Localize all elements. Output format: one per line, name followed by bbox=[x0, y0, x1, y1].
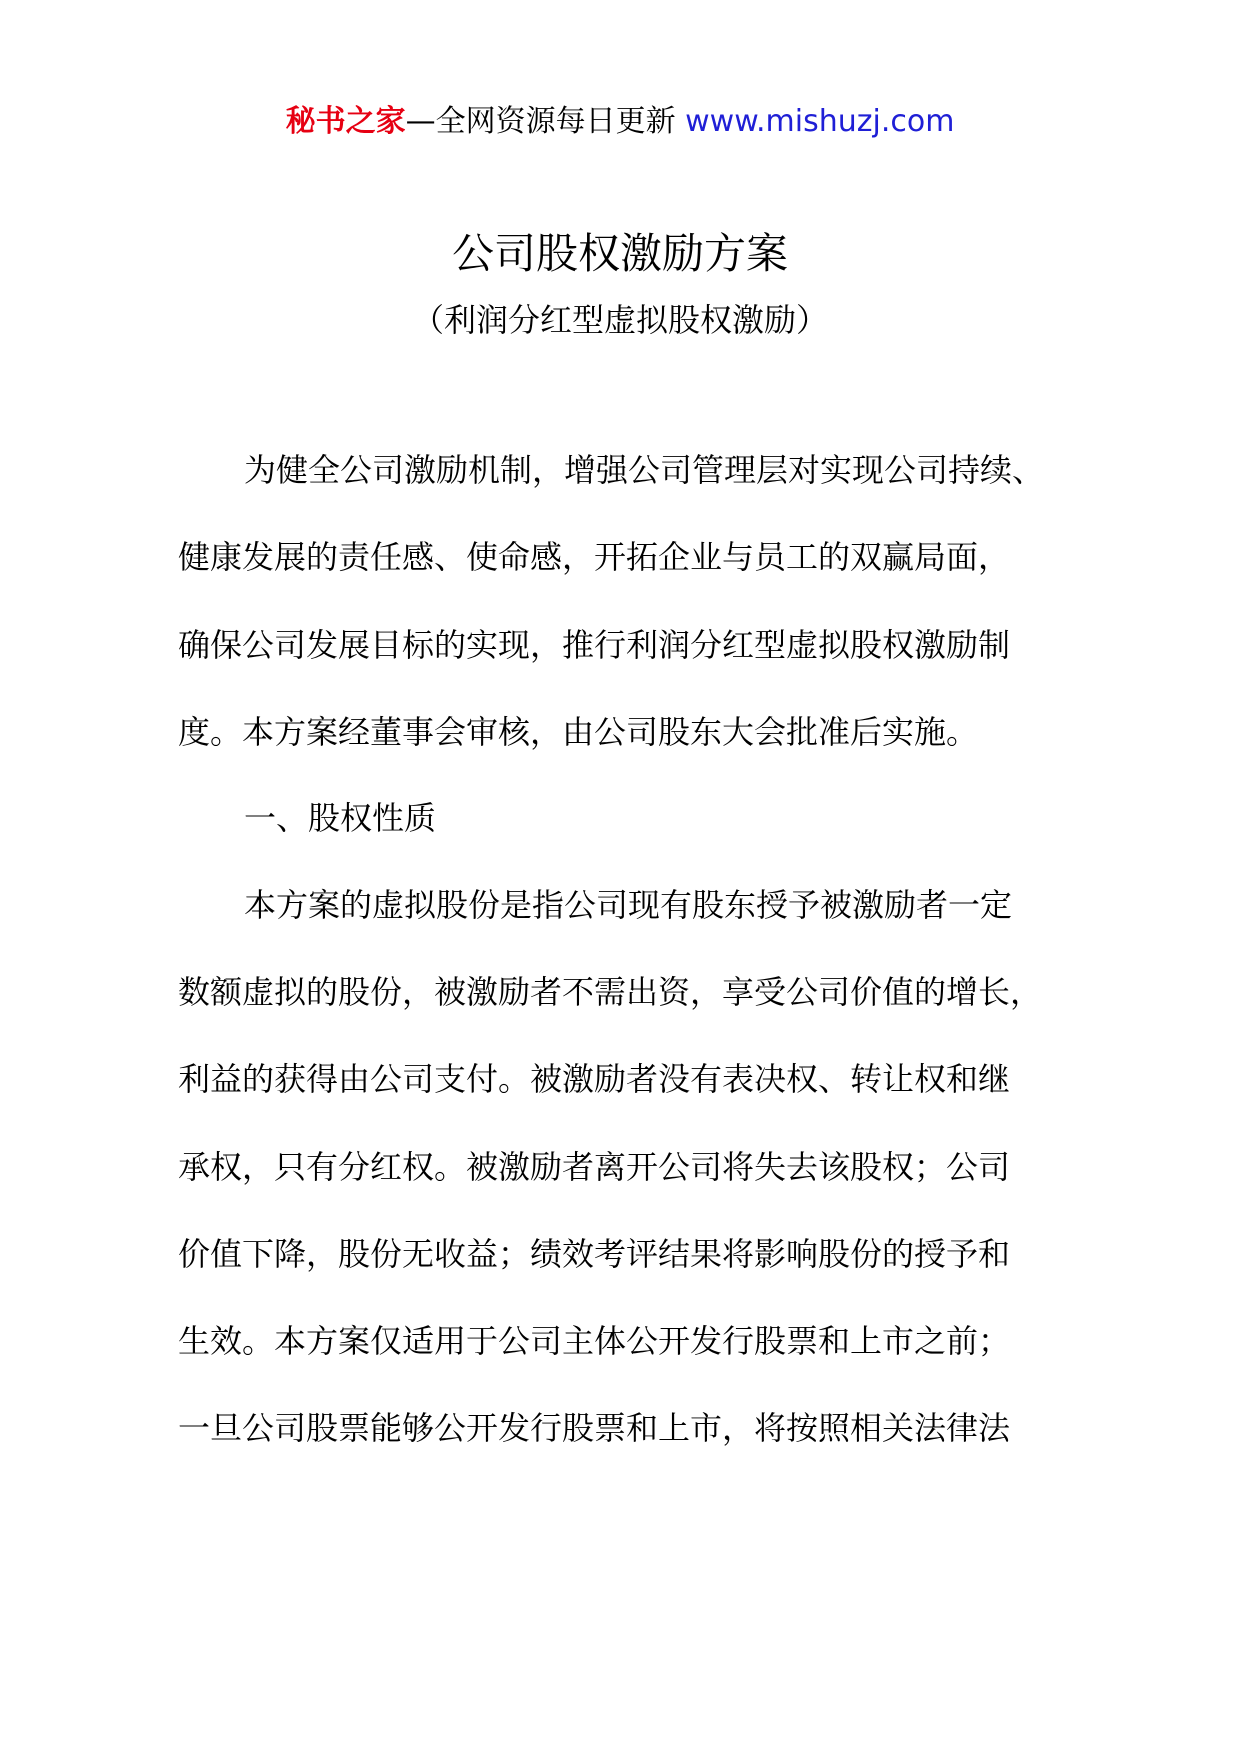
document-subtitle: （利润分红型虚拟股权激励） bbox=[411, 301, 828, 339]
paragraph-1-line-3: 确保公司发展目标的实现，推行利润分红型虚拟股权激励制 bbox=[178, 626, 1011, 664]
paragraph-2-line-5: 价值下降，股份无收益；绩效考评结果将影响股份的授予和 bbox=[178, 1235, 1011, 1273]
paragraph-2-line-3: 利益的获得由公司支付。被激励者没有表决权、转让权和继 bbox=[178, 1060, 1011, 1098]
site-header bbox=[0, 100, 1240, 144]
paragraph-2-line-4: 承权，只有分红权。被激励者离开公司将失去该股权；公司 bbox=[178, 1148, 1011, 1186]
document-title: 公司股权激励方案 bbox=[451, 229, 788, 278]
paragraph-1-line-4: 度。本方案经董事会审核，由公司股东大会批准后实施。 bbox=[178, 713, 979, 751]
site-slogan: —全网资源每日更新 bbox=[405, 104, 676, 139]
paragraph-2-line-1: 本方案的虚拟股份是指公司现有股东授予被激励者一定 bbox=[244, 886, 1013, 924]
site-brand: 秘书之家 bbox=[285, 104, 406, 139]
paragraph-1-line-1: 为健全公司激励机制，增强公司管理层对实现公司持续、 bbox=[244, 451, 1045, 489]
paragraph-2-line-6: 生效。本方案仅适用于公司主体公开发行股票和上市之前； bbox=[178, 1322, 1011, 1360]
paragraph-2-line-7: 一旦公司股票能够公开发行股票和上市，将按照相关法律法 bbox=[178, 1409, 1011, 1447]
site-url-link[interactable]: www.mishuzj.com bbox=[685, 104, 955, 139]
paragraph-1-line-2: 健康发展的责任感、使命感，开拓企业与员工的双赢局面， bbox=[178, 538, 1011, 576]
section-heading-equity-nature: 一、股权性质 bbox=[244, 799, 437, 837]
paragraph-2-line-2: 数额虚拟的股份，被激励者不需出资，享受公司价值的增长， bbox=[178, 973, 1043, 1011]
